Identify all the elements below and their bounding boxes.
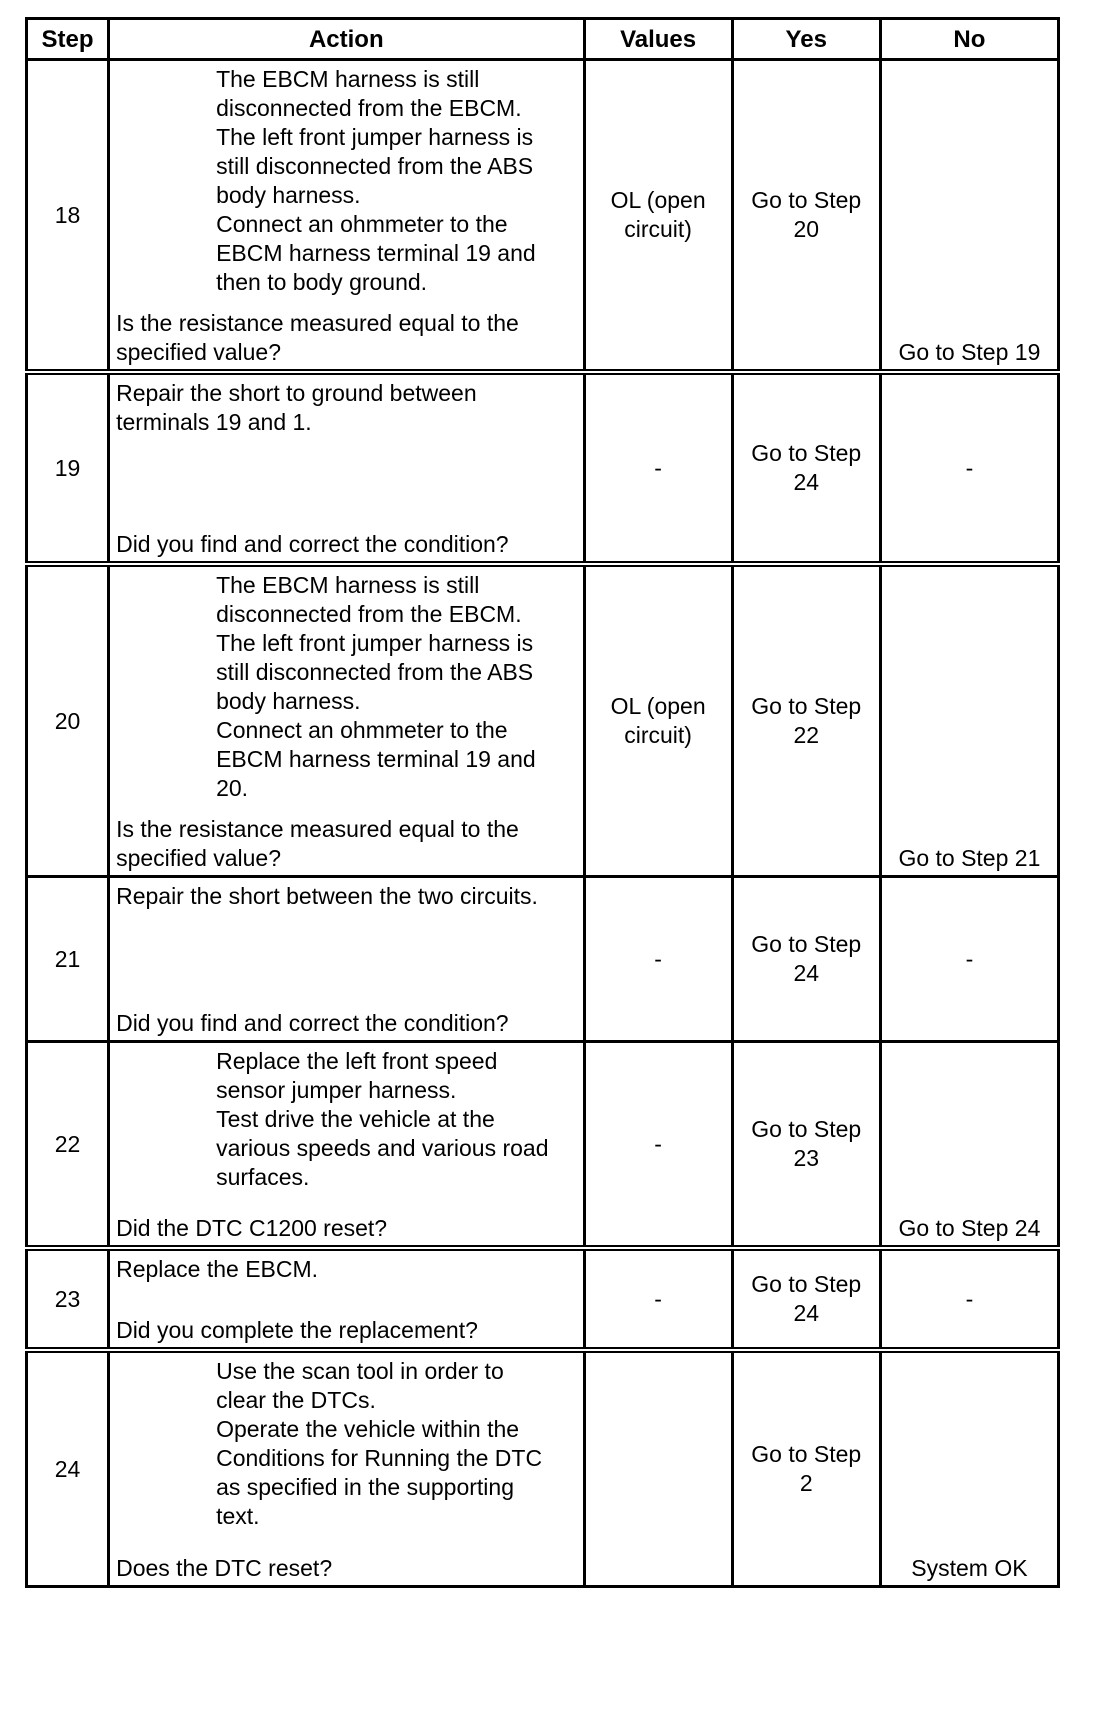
table-row: [27, 60, 1059, 373]
no-cell: System OK: [880, 1350, 1058, 1587]
instruction: The EBCM harness is still disconnected from the EBCM.: [216, 66, 522, 121]
yes-cell: Go to Step 2: [732, 1350, 880, 1587]
step-number: 20: [27, 564, 109, 877]
action-cell: [109, 1248, 584, 1350]
table-row: [27, 1248, 1059, 1350]
instruction: Repair the short to ground between terminals 19 and 1.: [116, 380, 477, 435]
header-row: [27, 19, 1059, 60]
step-number: 18: [27, 60, 109, 373]
action-cell: [109, 1350, 584, 1587]
instruction: Replace the left front speed sensor jumper harness.: [216, 1048, 498, 1103]
step-number: 23: [27, 1248, 109, 1350]
instruction: The left front jumper harness is still disconnected from the ABS body harness.: [216, 124, 534, 208]
header-yes: Yes: [732, 19, 880, 60]
question: Does the DTC reset?: [116, 1555, 333, 1581]
yes-cell: Go to Step 24: [732, 372, 880, 564]
values-cell: [584, 1350, 732, 1587]
question: Did you complete the replacement?: [116, 1317, 478, 1343]
instruction: Repair the short between the two circuits.: [116, 883, 538, 909]
values-cell: -: [584, 372, 732, 564]
step-number: 22: [27, 1042, 109, 1249]
question: Is the resistance measured equal to the specified value?: [116, 310, 519, 365]
values-cell: -: [584, 1042, 732, 1249]
diagnostic-table: [25, 17, 1060, 1588]
values-cell: -: [584, 1248, 732, 1350]
no-cell: Go to Step 24: [880, 1042, 1058, 1249]
yes-cell: Go to Step 24: [732, 877, 880, 1042]
table-row: [27, 372, 1059, 564]
table-row: [27, 564, 1059, 877]
question: Did you find and correct the condition?: [116, 1010, 509, 1036]
table-row: [27, 1350, 1059, 1587]
header-action: Action: [109, 19, 584, 60]
values-cell: -: [584, 877, 732, 1042]
instruction: Operate the vehicle within the Conditions for Running the DTC as specified in the supporting text.: [216, 1416, 543, 1529]
action-cell: [109, 60, 584, 373]
no-cell: Go to Step 21: [880, 564, 1058, 877]
yes-cell: Go to Step 22: [732, 564, 880, 877]
no-cell: Go to Step 19: [880, 60, 1058, 373]
action-cell: [109, 877, 584, 1042]
instruction: Connect an ohmmeter to the EBCM harness terminal 19 and 20.: [216, 717, 536, 801]
instruction: Connect an ohmmeter to the EBCM harness terminal 19 and then to body ground.: [216, 211, 536, 295]
instruction: The left front jumper harness is still disconnected from the ABS body harness.: [216, 630, 534, 714]
yes-cell: Go to Step 24: [732, 1248, 880, 1350]
action-cell: [109, 372, 584, 564]
table-row: [27, 877, 1059, 1042]
question: Did the DTC C1200 reset?: [116, 1215, 388, 1241]
values-cell: OL (open circuit): [584, 564, 732, 877]
step-number: 24: [27, 1350, 109, 1587]
values-cell: OL (open circuit): [584, 60, 732, 373]
question: Did you find and correct the condition?: [116, 531, 509, 557]
header-no: No: [880, 19, 1058, 60]
question: Is the resistance measured equal to the specified value?: [116, 816, 519, 871]
instruction: Replace the EBCM.: [116, 1256, 319, 1282]
header-values: Values: [584, 19, 732, 60]
yes-cell: Go to Step 23: [732, 1042, 880, 1249]
action-cell: [109, 1042, 584, 1249]
no-cell: -: [880, 372, 1058, 564]
instruction: Test drive the vehicle at the various speeds and various road surfaces.: [216, 1106, 549, 1190]
instruction: The EBCM harness is still disconnected from the EBCM.: [216, 572, 522, 627]
step-number: 19: [27, 372, 109, 564]
header-step: Step: [27, 19, 109, 60]
action-cell: [109, 564, 584, 877]
step-number: 21: [27, 877, 109, 1042]
yes-cell: Go to Step 20: [732, 60, 880, 373]
no-cell: -: [880, 1248, 1058, 1350]
table-row: [27, 1042, 1059, 1249]
instruction: Use the scan tool in order to clear the DTCs.: [216, 1358, 504, 1413]
no-cell: -: [880, 877, 1058, 1042]
